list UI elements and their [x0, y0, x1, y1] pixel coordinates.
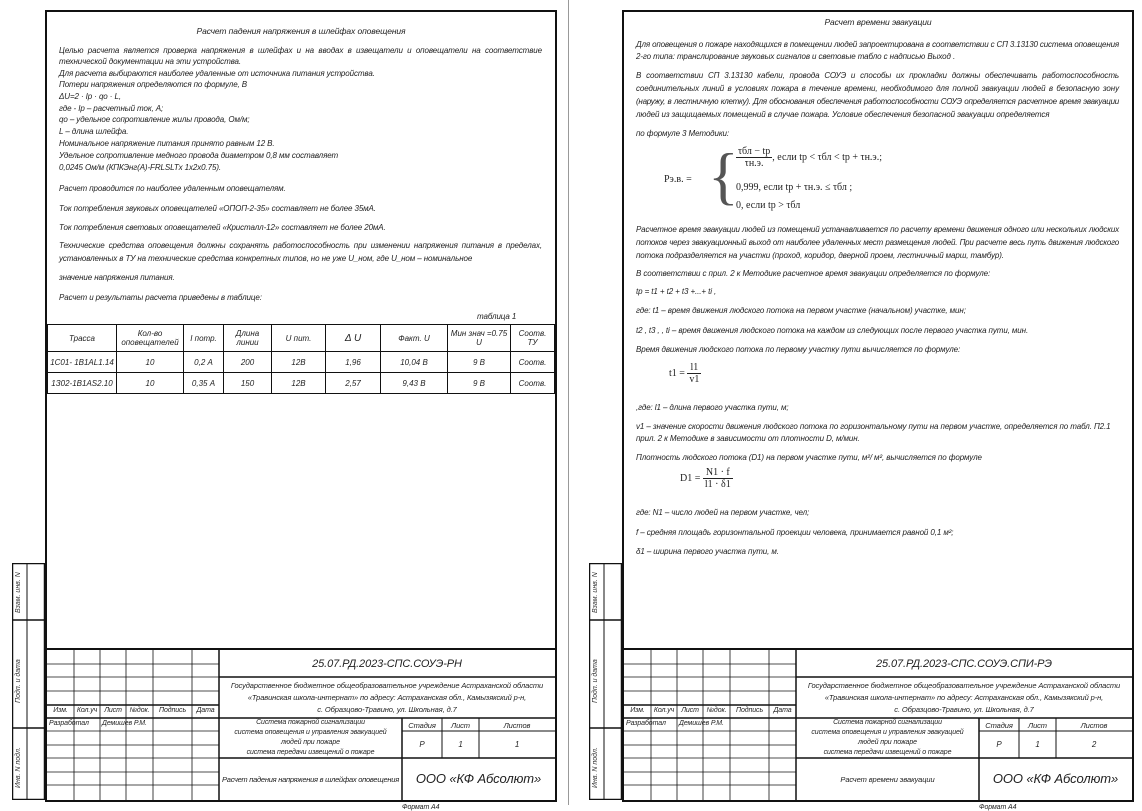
replace-inv-label: Взам. инв. N	[15, 572, 22, 613]
formula-case: 0, если tр > τбл	[736, 200, 801, 211]
formula-d1	[680, 467, 733, 490]
system-line: Система пожарной сигнализации	[833, 719, 942, 726]
stamp-column-header: №док.	[129, 707, 150, 714]
table-cell: Соотв.	[511, 352, 555, 373]
inv-number-label: Инв. N подл.	[592, 747, 599, 788]
column-header: Соотв. ТУ	[511, 325, 555, 352]
table-cell: 0,35 А	[184, 373, 224, 394]
organization-line: «Травинская школа-интернат» по адресу: Астраханская обл., Камызякский р-н,	[247, 693, 527, 702]
text-line: t2 , t3 , , ti – время движения людского потока на каждом из следующих после первого участка пути, мин.	[636, 326, 1029, 335]
column-header: Факт. U	[381, 325, 448, 352]
text-line: v1 – значение скорости движения людского потока по горизонтальному пути на первом участке, определяется по табл. П2.1	[636, 422, 1111, 431]
system-line: система передачи извещений о пожаре	[246, 749, 375, 756]
table-row	[48, 352, 555, 373]
sheet-title-stamp: Расчет времени эвакуации	[840, 775, 935, 784]
sheets-value: 2	[1091, 740, 1097, 749]
brace-icon: {	[708, 140, 739, 211]
replace-inv-label: Взам. инв. N	[592, 572, 599, 613]
text-line: Технические средства оповещения должны сохранять работоспособность при изменении напряжения питания в пределах,	[59, 241, 542, 250]
text-line: Для расчета выбираются наиболее удаленные от источника питания устройства.	[59, 69, 375, 78]
table-cell: 9 В	[448, 373, 511, 394]
stamp-column-header: №док.	[706, 707, 727, 714]
column-header: Кол-во оповещателей	[117, 325, 184, 352]
system-line: людей при пожаре	[858, 739, 917, 746]
table-cell: 10,04 В	[381, 352, 448, 373]
text-line: В соответствии с прил. 2 к Методике расчетное время эвакуации определяется по формуле:	[636, 269, 991, 278]
sheet-label: Лист	[451, 721, 470, 730]
text-line: δ1 – ширина первого участка пути, м.	[636, 547, 779, 556]
table-cell: 1,96	[326, 352, 381, 373]
formula-probability	[664, 140, 964, 220]
text-line: Ток потребления звуковых оповещателей «ОПОП-2-35» составляет не более 35мА.	[59, 204, 376, 213]
column-header: Трасса	[48, 325, 117, 352]
table-cell: 9 В	[448, 352, 511, 373]
stage-value: Р	[996, 740, 1002, 749]
formula-t1	[669, 362, 701, 385]
sheets-label: Листов	[503, 721, 531, 730]
text-line: 0,0245 Ом/м (КПКЭнг(А)-FRLSLTx 1х2х0.75).	[59, 163, 222, 172]
table-cell: 10	[117, 373, 184, 394]
sheet-evacuation-time	[622, 10, 1134, 811]
text-line: tр = t1 + t2 + t3 +...+ ti ,	[636, 287, 717, 296]
organization-line: с. Образцово-Травино, ул. Школьная, д.7	[894, 705, 1034, 714]
text-line: соединительных линий в условиях пожара в течение времени, необходимого для полной эвакуации людей в безопасную зону	[636, 84, 1119, 93]
text-line: потоков через эвакуационный выход от наиболее удаленных мест размещения людей. При расчете весь путь движения людского	[636, 238, 1119, 247]
text-line: (наружу, в лестничную клетку). Для обоснования обеспечения работоспособности СОУЭ определяется расчетное время эвакуации	[636, 97, 1119, 106]
company-name: ООО «КФ Абсолют»	[992, 771, 1119, 786]
system-line: система передачи извещений о пожаре	[823, 749, 952, 756]
table-cell: 150	[224, 373, 272, 394]
column-header: Длина линии	[224, 325, 272, 352]
title-block	[47, 648, 555, 800]
table-caption: таблица 1	[477, 312, 517, 321]
text-line: потока подразделяется на участки (проход, коридор, дверной проем, лестничный марш, тамбур).	[636, 251, 1004, 260]
text-line: f – средняя площадь горизонтальной проекции человека, принимается равной 0,1 м²;	[636, 528, 954, 537]
column-header: Мин знач =0.75 U	[448, 325, 511, 352]
table-cell: 12В	[272, 352, 326, 373]
formula-lhs: Pэ.в. =	[664, 174, 692, 185]
text-line: Плотность людского потока (D1) на первом участке пути, м²/ м², вычисляется по формуле	[636, 453, 982, 462]
table-cell: 12В	[272, 373, 326, 394]
text-line: установленных в ТУ на технические средства конкретных типов, но не уже U_ном, где U_ном – номинальное	[59, 254, 473, 263]
sheet-title-stamp: Расчет падения напряжения в шлейфах оповещения	[222, 775, 399, 784]
formula-condition: , если tр < τбл < tр + τн.э.;	[772, 151, 882, 163]
text-line: Ток потребления световых оповещателей «Кристалл-12» составляет не более 20мА.	[59, 223, 386, 232]
table-cell: 0,2 А	[184, 352, 224, 373]
sheet-value: 1	[1035, 740, 1040, 749]
stage-label: Стадия	[408, 721, 436, 730]
stamp-column-header: Дата	[773, 707, 792, 714]
text-line: значение напряжения питания.	[59, 273, 175, 282]
table-cell: Соотв.	[511, 373, 555, 394]
stage-value: Р	[419, 740, 425, 749]
text-line: людей из защищаемых помещений в случае пожара. Условие обеспечения безопасной эвакуации определяется	[636, 110, 1050, 119]
table-row	[48, 373, 555, 394]
text-line: Расчет и результаты расчета приведены в таблице:	[59, 293, 262, 302]
text-line: где: t1 – время движения людского потока на первом участке (начальном) участке, мин;	[636, 306, 966, 315]
stamp-column-header: Дата	[196, 707, 215, 714]
text-line: Удельное сопротивление медного провода диаметром 0,8 мм составляет	[59, 151, 339, 160]
column-header: Δ U	[326, 325, 381, 352]
stamp-column-header: Кол.уч	[653, 707, 675, 714]
sheet-voltage-drop	[45, 10, 557, 811]
text-line: где - Iр – расчетный ток, А;	[59, 104, 164, 113]
table-cell: 9,43 В	[381, 373, 448, 394]
text-line: ΔU=2 · Iр · qо · L,	[59, 92, 121, 101]
table-cell: 10	[117, 352, 184, 373]
stamp-column-header: Изм.	[53, 707, 68, 714]
sheet-value: 1	[458, 740, 463, 749]
side-stamp	[589, 563, 622, 800]
page-divider	[568, 0, 569, 805]
format-label: Формат А4	[402, 804, 440, 811]
text-line: Для оповещения о пожаре находящихся в помещении людей запроектирована в соответствии с СП 3.13130 система оповещения	[636, 40, 1119, 49]
formula-numerator: τбл − tр	[738, 146, 771, 157]
document-number: 25.07.РД.2023-СПС.СОУЭ-РН	[312, 658, 462, 670]
text-line: технической документации на эти устройства.	[59, 57, 242, 66]
sign-date-label: Подп. и дата	[592, 659, 599, 703]
system-line: система оповещения и управления эвакуацией	[811, 729, 964, 736]
stage-label: Стадия	[985, 721, 1013, 730]
text-line: Целью расчета является проверка напряжения в шлейфах и на вводах в извещатели и оповещатели на соответствие	[59, 46, 542, 55]
formula-numerator: l1	[687, 362, 701, 374]
formula-numerator: N1 · f	[703, 467, 733, 479]
formula-denominator: l1 · δ1	[704, 479, 731, 490]
organization-line: «Травинская школа-интернат» по адресу: Астраханская обл., Камызякский р-н,	[824, 693, 1104, 702]
text-line: В соответствии СП 3.13130 кабели, провода СОУЭ и способы их прокладки должны обеспечивать работоспособность	[636, 71, 1119, 80]
text-line: Потери напряжения определяются по формуле, В	[59, 80, 248, 89]
system-line: Система пожарной сигнализации	[256, 719, 365, 726]
table-cell: 200	[224, 352, 272, 373]
table-cell: 2,57	[326, 373, 381, 394]
sign-date-label: Подп. и дата	[15, 659, 22, 703]
organization-line: с. Образцово-Травино, ул. Школьная, д.7	[317, 705, 457, 714]
table-cell: 1С01- 1В1AL1.14	[48, 352, 117, 373]
document-number: 25.07.РД.2023-СПС.СОУЭ.СПИ-РЭ	[876, 658, 1052, 670]
voltage-drop-table	[47, 324, 555, 394]
text-line: по формуле 3 Методики:	[636, 129, 729, 138]
stamp-column-header: Лист	[681, 707, 699, 714]
system-line: система оповещения и управления эвакуацией	[234, 729, 387, 736]
text-line: Номинальное напряжение питания принято равным 12 В.	[59, 139, 275, 148]
text-line: L – длина шлейфа.	[59, 127, 129, 136]
text-line: Расчетное время эвакуации людей из помещений устанавливается по расчету времени движения одного или нескольких людских	[636, 225, 1119, 234]
formula-denominator: τн.э.	[744, 158, 764, 169]
formula-case: 0,999, если tр + τн.э. ≤ τбл ;	[736, 182, 853, 193]
table-cell: 1З02-1В1AS2.10	[48, 373, 117, 394]
column-header: I потр.	[184, 325, 224, 352]
formula-lhs: D1 =	[680, 473, 701, 484]
developer-name: Демишев Р.М.	[679, 720, 724, 727]
organization-line: Государственное бюджетное общеобразовательное учреждение Астраханской области	[230, 681, 544, 690]
stamp-column-header: Кол.уч	[76, 707, 98, 714]
text-line: прил. 2 к Методике в зависимости от плотности D, м/мин.	[636, 434, 860, 443]
developer-name: Демишев Р.М.	[102, 720, 147, 727]
system-line: людей при пожаре	[281, 739, 340, 746]
stamp-column-header: Подпись	[158, 707, 187, 714]
developed-label: Разработал	[626, 720, 666, 727]
stamp-column-header: Лист	[104, 707, 122, 714]
sheet-label: Лист	[1028, 721, 1047, 730]
column-header: U пит.	[272, 325, 326, 352]
stamp-column-header: Подпись	[735, 707, 764, 714]
text-line: 2-го типа: транслирование звуковых сигналов и световые табло с надписью Выход .	[636, 52, 956, 61]
text-line: ,где: l1 – длина первого участка пути, м;	[636, 403, 789, 412]
developed-label: Разработал	[49, 720, 89, 727]
sheet-title: Расчет времени эвакуации	[824, 17, 932, 27]
organization-line: Государственное бюджетное общеобразовательное учреждение Астраханской области	[807, 681, 1121, 690]
table-header-row	[48, 325, 555, 352]
formula-denominator: v1	[689, 374, 700, 385]
format-label: Формат А4	[979, 804, 1017, 811]
formula-lhs: t1 =	[669, 368, 685, 379]
text-line: Время движения людского потока по первому участку пути вычисляется по формуле:	[636, 345, 961, 354]
sheets-label: Листов	[1080, 721, 1108, 730]
sheet-title: Расчет падения напряжения в шлейфах оповещения	[196, 26, 406, 36]
inv-number-label: Инв. N подл.	[15, 747, 22, 788]
stamp-column-header: Изм.	[630, 707, 645, 714]
side-stamp	[12, 563, 45, 800]
text-line: где: N1 – число людей на первом участке, чел;	[636, 508, 810, 517]
text-line: qо – удельное сопротивление жилы провода, Ом/м;	[59, 115, 250, 124]
title-block	[624, 648, 1132, 800]
company-name: ООО «КФ Абсолют»	[415, 771, 542, 786]
text-line: Расчет проводится по наиболее удаленным оповещателям.	[59, 184, 286, 193]
sheets-value: 1	[514, 740, 520, 749]
